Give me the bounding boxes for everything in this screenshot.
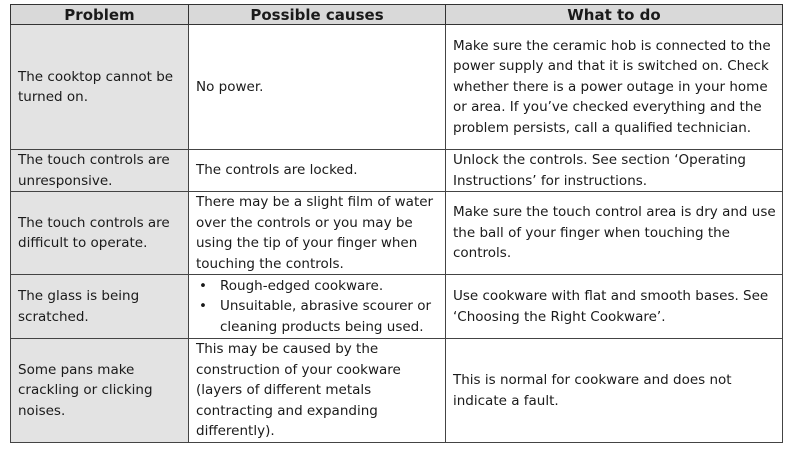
cause-cell: There may be a slight film of water over the controls or you may be using the tip of your finger when touching the controls. (189, 192, 446, 275)
bullet-marker: • (199, 298, 207, 315)
table-row (11, 150, 783, 192)
problem-cell: Some pans make crackling or clicking noises. (11, 339, 189, 443)
cause-bullet-list (196, 276, 441, 338)
header-problem: Problem (11, 5, 189, 25)
troubleshooting-table-wrapper (10, 4, 783, 443)
solution-cell: Make sure the ceramic hob is connected to the power supply and that it is switched on. Check whether there is a power outage in your home or area. If you’ve checked everything and the problem persists, call a qualified technician. (446, 25, 783, 150)
problem-cell: The glass is being scratched. (11, 275, 189, 339)
table-header (11, 5, 783, 25)
solution-cell: Use cookware with flat and smooth bases. See ‘Choosing the Right Cookware’. (446, 275, 783, 339)
problem-cell: The touch controls are difficult to operate. (11, 192, 189, 275)
troubleshooting-table (10, 4, 783, 443)
table-row (11, 25, 783, 150)
bullet-marker: • (199, 277, 207, 294)
cause-cell (189, 275, 446, 339)
table-row (11, 192, 783, 275)
solution-cell: Unlock the controls. See section ‘Operating Instructions’ for instructions. (446, 150, 783, 192)
solution-cell: This is normal for cookware and does not indicate a fault. (446, 339, 783, 443)
cause-cell: No power. (189, 25, 446, 150)
header-what-to-do: What to do (446, 5, 783, 25)
problem-cell: The cooktop cannot be turned on. (11, 25, 189, 150)
solution-cell: Make sure the touch control area is dry and use the ball of your finger when touching the controls. (446, 192, 783, 275)
table-row (11, 339, 783, 443)
header-row (11, 5, 783, 25)
cause-bullet-text: Unsuitable, abrasive scourer or cleaning products being used. (220, 298, 432, 335)
cause-bullet-text: Rough-edged cookware. (220, 277, 384, 294)
cause-bullet-item (196, 276, 441, 297)
header-possible-causes: Possible causes (189, 5, 446, 25)
cause-bullet-item (196, 296, 441, 337)
table-row (11, 275, 783, 339)
problem-cell: The touch controls are unresponsive. (11, 150, 189, 192)
cause-cell: The controls are locked. (189, 150, 446, 192)
table-body (11, 25, 783, 443)
cause-cell: This may be caused by the construction of your cookware (layers of different metals contracting and expanding differently). (189, 339, 446, 443)
